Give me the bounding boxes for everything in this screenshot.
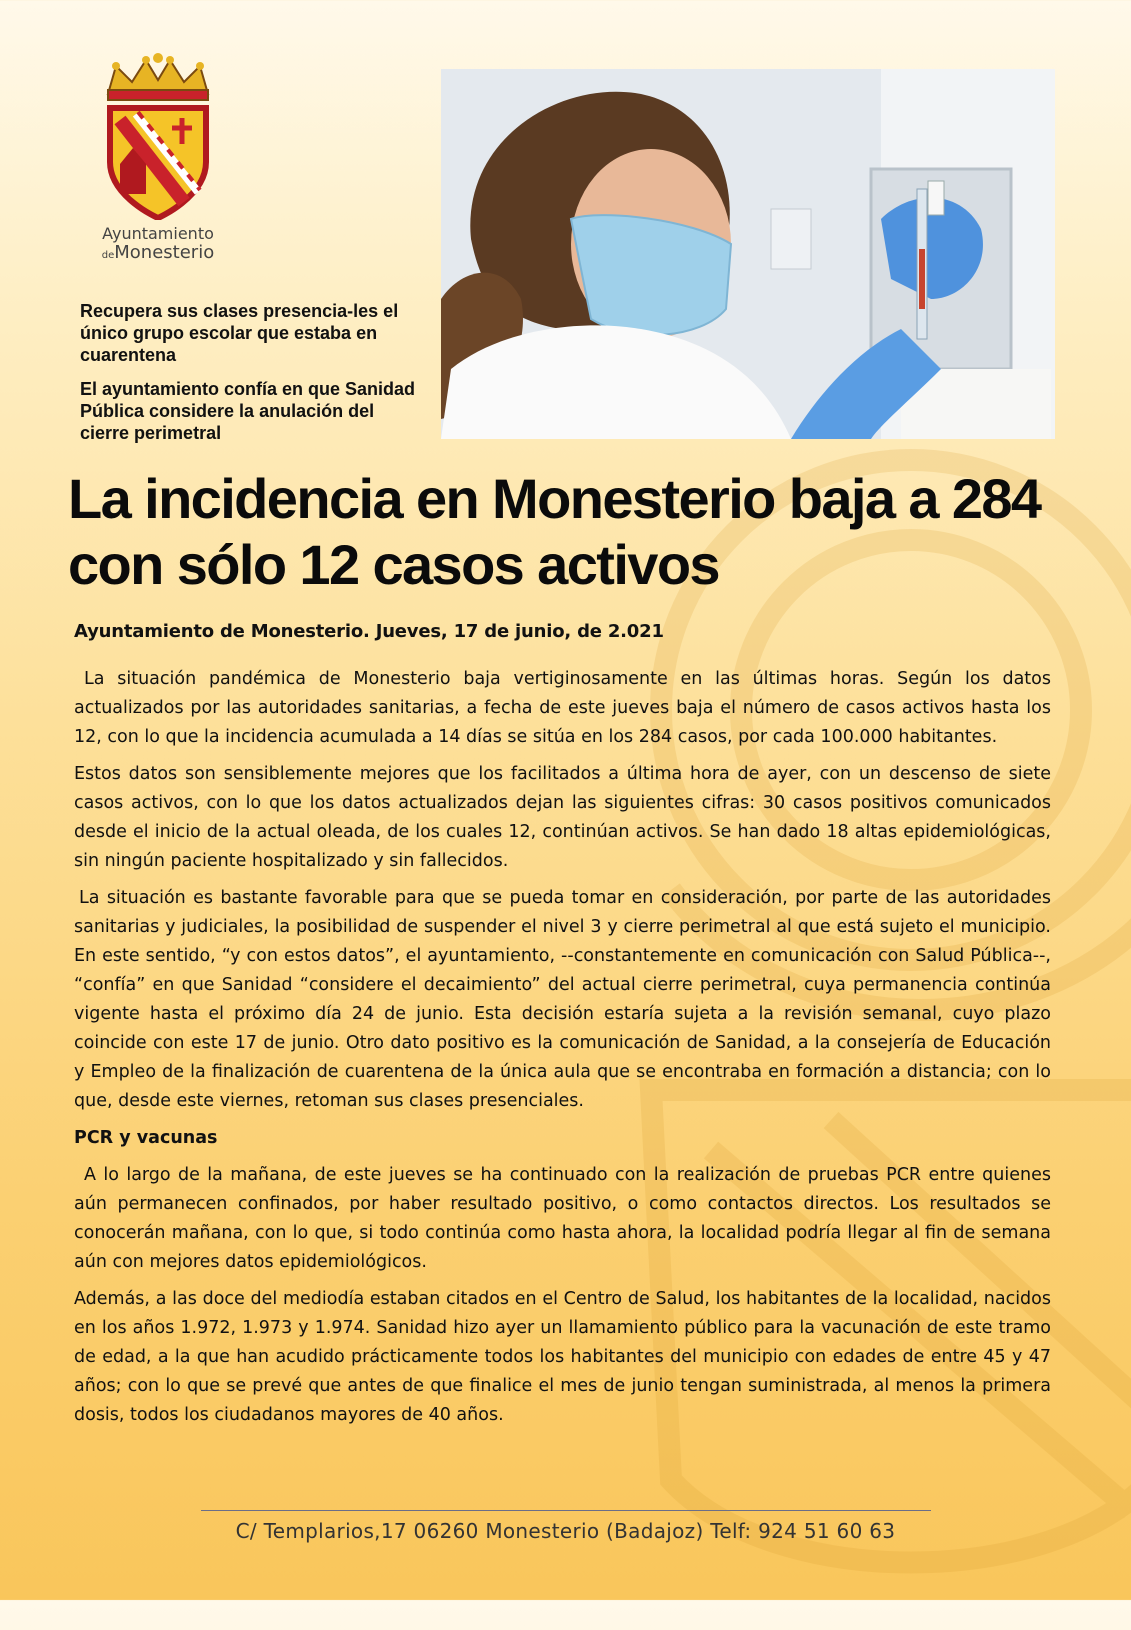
footer-address: C/ Templarios,17 06260 Monesterio (Badajoz) Telf: 924 51 60 63 bbox=[235, 1519, 896, 1543]
paragraph-3: La situación es bastante favorable para que se pueda tomar en consideración, por parte de las autoridades sanitarias y judiciales, la posibilidad de suspender el nivel 3 y cierre perimetral al que está sujeto el municipio. En este sentido, “y con estos datos”, el ayuntamiento, --constantemente en comunicación con Salud Pública--, “confía” en que Sanidad “considere el decaimiento” del actual cierre perimetral, cuya permanencia continúa vigente hasta el próximo día 24 de junio. Esta decisión estaría sujeta a la revisión semanal, cuyo plazo coincide con este 17 de junio. Otro dato positivo es la comunicación de Sanidad, a la consejería de Educación y Empleo de la finalización de cuarentena de la única aula que se encontraba en formación a distancia; con lo que, desde este viernes, retoman sus clases presenciales. bbox=[74, 888, 1051, 1111]
headline: La incidencia en Monesterio baja a 284 con sólo 12 casos activos bbox=[68, 467, 1041, 596]
paragraph-1: La situación pandémica de Monesterio baja vertiginosamente en las últimas horas. Según los datos actualizados por las autoridades sanitarias, a fecha de este jueves baja el número de casos activos hasta los 12, con lo que la incidencia acumulada a 14 días se sitúa en los 284 casos, por cada 100.000 habitantes. bbox=[74, 669, 1051, 747]
paragraph-4: A lo largo de la mañana, de este jueves se ha continuado con la realización de pruebas PCR entre quienes aún permanecen confinados, por haber resultado positivo, o como contactos directos. Los resultados se conocerán mañana, con lo que, si todo continúa como hasta ahora, la localidad podría llegar al fin de semana aún con mejores datos epidemiológicos. bbox=[74, 1165, 1051, 1272]
logo-text bbox=[88, 224, 228, 265]
coat-of-arms-icon bbox=[98, 52, 218, 220]
shield-icon bbox=[110, 108, 206, 218]
footer bbox=[0, 1510, 1131, 1543]
municipal-logo bbox=[88, 52, 228, 265]
summary-points bbox=[80, 300, 425, 456]
footer-divider bbox=[201, 1510, 931, 1511]
nurse-vaccine-illustration bbox=[441, 69, 1055, 439]
summary-1: Recupera sus clases presencia-les el único grupo escolar que estaba en cuarentena bbox=[80, 301, 399, 365]
paragraph-2: Estos datos son sensiblemente mejores que los facilitados a última hora de ayer, con un descenso de siete casos activos, con lo que los datos actualizados dejan las siguientes cifras: 30 casos positivos comunicados desde el inicio de la actual oleada, de los cuales 12, continúan activos. Se han dado 18 altas epidemiológicas, sin ningún paciente hospitalizado y sin fallecidos. bbox=[74, 764, 1051, 871]
dateline: Ayuntamiento de Monesterio. Jueves, 17 de junio, de 2.021 bbox=[74, 621, 664, 642]
logo-line-2-name: Monesterio bbox=[114, 242, 215, 263]
logo-line-1: Ayuntamiento bbox=[102, 224, 214, 243]
summary-2: El ayuntamiento confía en que Sanidad Pública considere la anulación del cierre perimetral bbox=[80, 379, 416, 443]
section-heading: PCR y vacunas bbox=[74, 1128, 218, 1148]
article-body bbox=[74, 665, 1051, 1438]
vaccination-photo bbox=[441, 69, 1055, 439]
crown-icon bbox=[108, 53, 208, 100]
logo-line-2-prefix: de bbox=[101, 250, 115, 261]
paragraph-5: Además, a las doce del mediodía estaban citados en el Centro de Salud, los habitantes de la localidad, nacidos en los años 1.972, 1.973 y 1.974. Sanidad hizo ayer un llamamiento público para la vacunación de este tramo de edad, a la que han acudido prácticamente todos los habitantes del municipio con edades de entre 45 y 47 años; con lo que se prevé que antes de que finalice el mes de junio tengan suministrada, al menos la primera dosis, todos los ciudadanos mayores de 40 años. bbox=[74, 1289, 1051, 1425]
